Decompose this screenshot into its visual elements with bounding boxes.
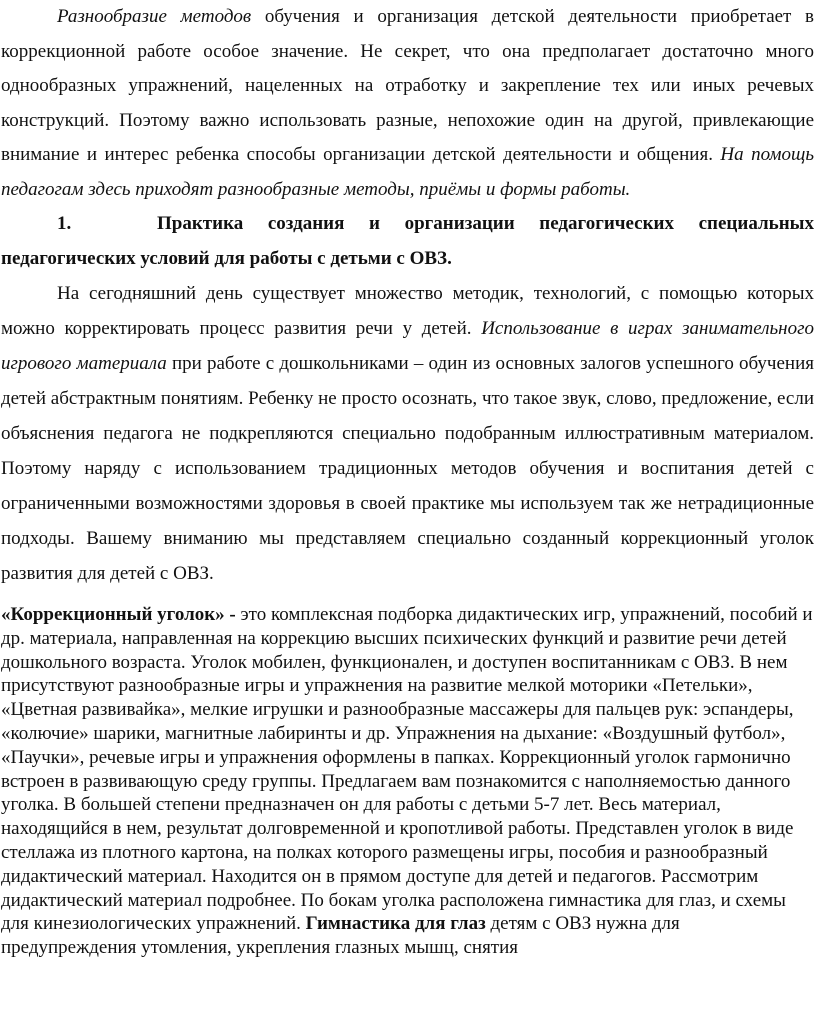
corner-bold-start: «Коррекционный уголок» - [1, 604, 236, 625]
intro-paragraph [1, 0, 814, 207]
methods-italic: Использование в играх занимательного игрового материала [1, 318, 814, 374]
methods-text-start: На сегодняшний день существует множество методик, технологий, с помощью которых можно корректировать процесс развития речи у детей. [1, 283, 814, 339]
methods-paragraph [1, 276, 814, 591]
methods-text-end: при работе с дошкольниками – один из основных залогов успешного обучения детей абстрактным понятиям. Ребенку не просто осознать, что такое звук, слово, предложение, если объяснения педагога не подкрепляются специально подобранным иллюстративным материалом. Поэтому наряду с использованием традиционных методов обучения и воспитания детей с ограниченными возможностями здоровья в своей практике мы используем так же нетрадиционные подходы. Вашему вниманию мы представляем специально созданный коррекционный уголок развития для детей с ОВЗ. [1, 353, 814, 584]
corner-paragraph [1, 603, 814, 960]
section-heading [1, 207, 814, 276]
intro-italic-end: На помощь педагогам здесь приходят разнообразные методы, приёмы и формы работы. [1, 144, 815, 200]
section-number: 1. [57, 213, 72, 234]
corner-bold-mid: Гимнастика для глаз [305, 913, 486, 935]
corner-text-end: детям с ОВЗ нужна для предупреждения утомления, укрепления глазных мышц, снятия [1, 913, 680, 959]
intro-italic-start: Разнообразие методов [57, 6, 252, 27]
section-title: Практика создания и организации педагогических специальных педагогических условий для работы с детьми с ОВЗ. [1, 213, 814, 269]
intro-text: обучения и организация детской деятельности приобретает в коррекционной работе особое значение. Не секрет, что она предполагает достаточно много однообразных упражнений, нацеленных на отработку и закрепление тех или иных речевых конструкций. Поэтому важно использовать разные, непохожие один на другой, привлекающие внимание и интерес ребенка способы организации детской деятельности и общения. [1, 6, 814, 165]
corner-text: это комплексная подборка дидактических игр, упражнений, пособий и др. материала, направленная на коррекцию высших психических функций и развитие речи детей дошкольного возраста. Уголок мобилен, функционален, и доступен воспитанникам с ОВЗ. В нем присутствуют разнообразные игры и упражнения на развитие мелкой моторики «Петельки», «Цветная развивайка», мелкие игрушки и разнообразные массажеры для пальцев рук: эспандеры, «колючие» шарики, магнитные лабиринты и др. Упражнения на дыхание: «Воздушный футбол», «Паучки», речевые игры и упражнения оформлены в папках. Коррекционный уголок гармонично встроен в развивающую среду группы. Предлагаем вам познакомится с наполняемостью данного уголка. В большей степени предназначен он для работы с детьми 5-7 лет. Весь материал, находящийся в нем, результат долговременной и кропотливой работы. Представлен уголок в виде стеллажа из плотного картона, на полках которого размещены игры, пособия и разнообразный дидактический материал. Находится он в прямом доступе для детей и педагогов. Рассмотрим дидактический материал подробнее. По бокам уголка расположена гимнастика для глаз, и схемы для кинезиологических упражнений. [1, 604, 813, 935]
